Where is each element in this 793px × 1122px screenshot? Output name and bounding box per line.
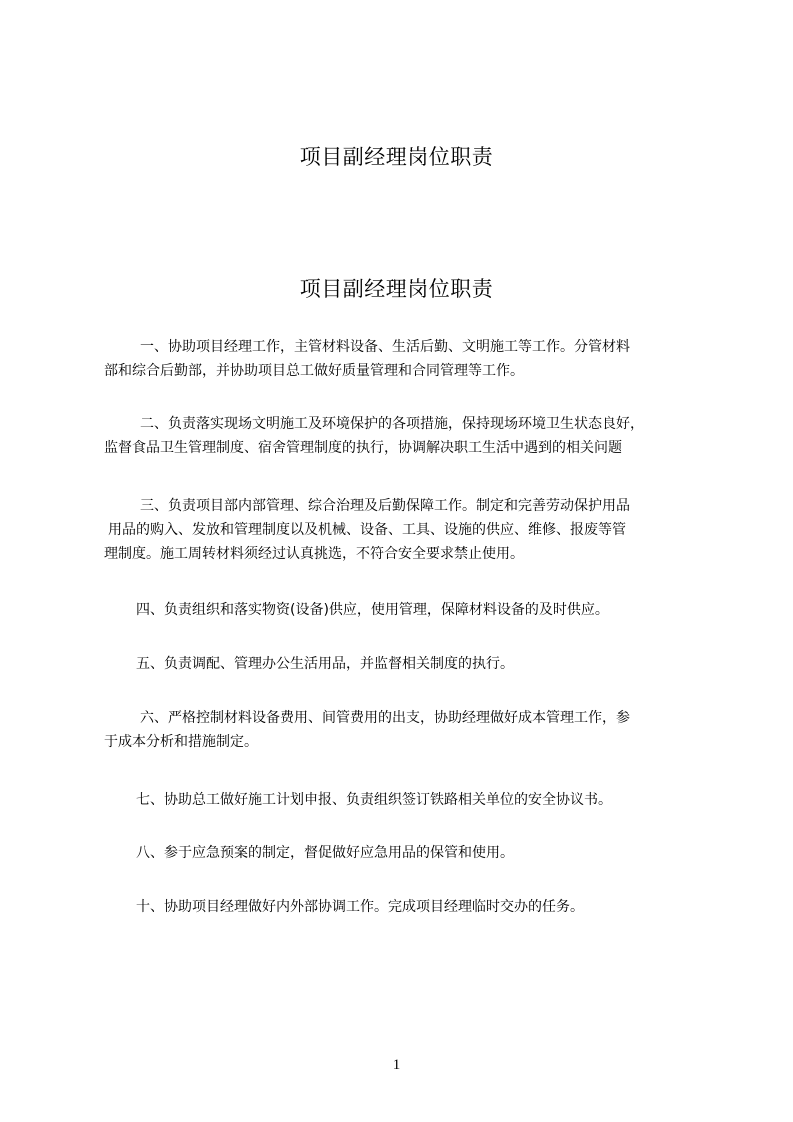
duty-paragraph-3	[104, 494, 702, 566]
page-number: 1	[392, 1057, 401, 1073]
document-title: 项目副经理岗位职责	[299, 277, 494, 301]
cover-title: 项目副经理岗位职责	[299, 145, 494, 169]
duty-paragraph-2	[104, 412, 702, 460]
paragraph-line: 十、协助项目经理做好内外部协调工作。完成项目经理临时交办的任务。	[136, 899, 584, 915]
duty-paragraph-4	[104, 598, 702, 622]
duty-paragraph-7	[104, 788, 702, 812]
duty-paragraph-9	[104, 895, 702, 919]
paragraph-line: 七、协助总工做好施工计划申报、负责组织签订铁路相关单位的安全协议书。	[136, 792, 612, 808]
duty-paragraph-8	[104, 841, 702, 865]
paragraph-line: 五、负责调配、管理办公生活用品，并监督相关制度的执行。	[136, 656, 514, 672]
paragraph-line: 四、负责组织和落实物资(设备)供应，使用管理，保障材料设备的及时供应。	[136, 602, 609, 618]
paragraph-line: 三、负责项目部内部管理、综合治理及后勤保障工作。制定和完善劳动保护用品	[140, 498, 630, 514]
paragraph-line: 一、协助项目经理工作，主管材料设备、生活后勤、文明施工等工作。分管材料	[140, 339, 630, 355]
paragraph-line: 二、负责落实现场文明施工及环境保护的各项措施，保持现场环境卫生状态良好，	[140, 416, 644, 432]
duty-paragraph-6	[104, 706, 702, 754]
paragraph-line: 六、严格控制材料设备费用、间管费用的出支，协助经理做好成本管理工作，参	[140, 710, 630, 726]
paragraph-line: 部和综合后勤部，并协助项目总工做好质量管理和合同管理等工作。	[104, 363, 524, 379]
paragraph-line: 理制度。施工周转材料须经过认真挑选，不符合安全要求禁止使用。	[104, 546, 524, 562]
paragraph-line: 于成本分析和措施制定。	[104, 734, 258, 750]
duty-paragraph-5	[104, 652, 702, 676]
paragraph-line: 用品的购入、发放和管理制度以及机械、设备、工具、设施的供应、维修、报废等管	[108, 522, 626, 538]
duty-paragraph-1	[104, 335, 702, 383]
paragraph-line: 八、参于应急预案的制定，督促做好应急用品的保管和使用。	[136, 845, 514, 861]
paragraph-line: 监督食品卫生管理制度、宿舍管理制度的执行，协调解决职工生活中遇到的相关问题	[104, 440, 622, 456]
